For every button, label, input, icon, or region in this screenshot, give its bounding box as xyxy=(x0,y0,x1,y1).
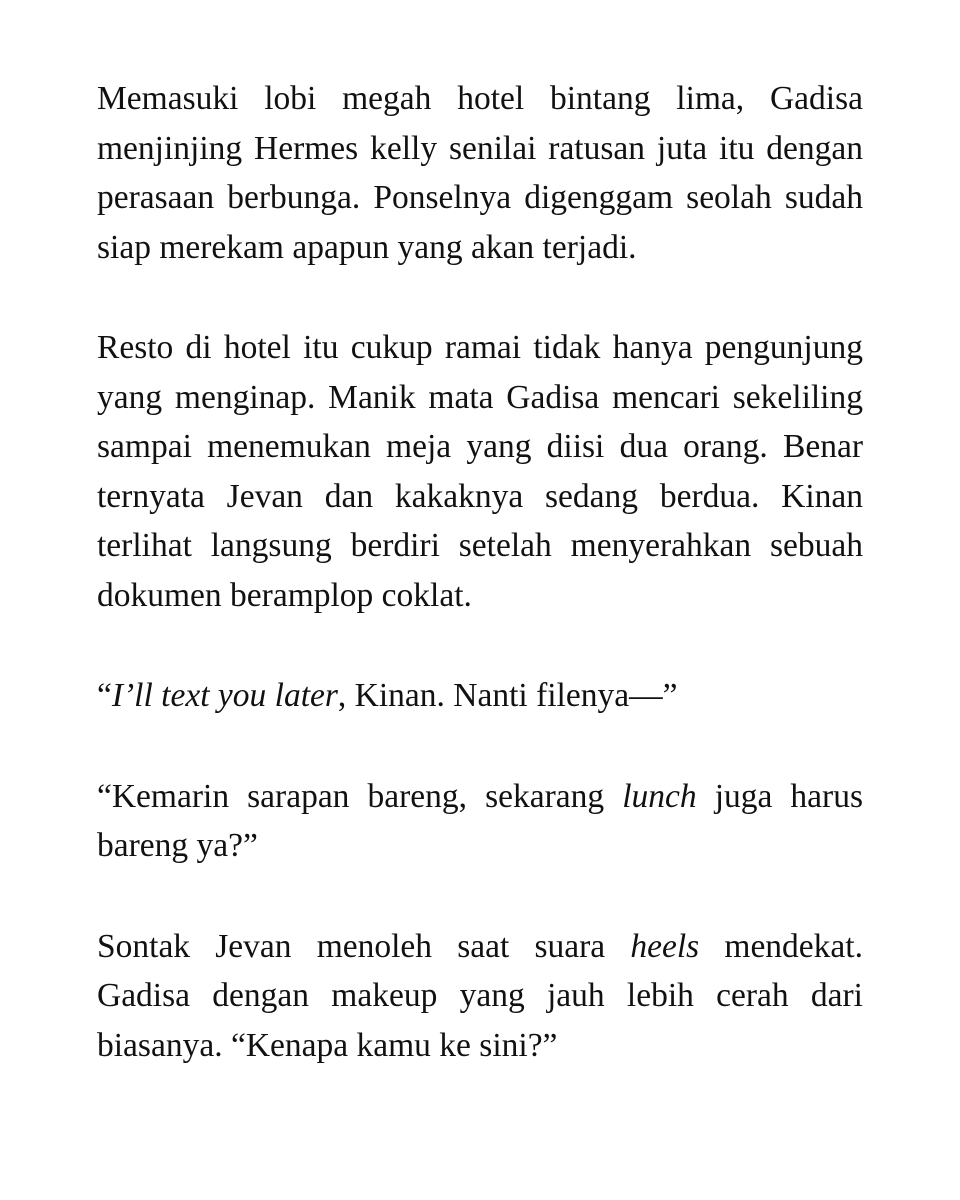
paragraph-lobby: Memasuki lobi megah hotel bintang lima, Gadisa menjinjing Hermes kelly senilai ratusan juta itu dengan perasaan berbunga. Ponselnya digenggam seolah sudah siap merekam apapun yang akan terjadi. xyxy=(97,80,863,266)
dialogue-before: “Kemarin sarapan bareng, sekarang xyxy=(97,777,623,815)
italic-phrase: I’ll text you later xyxy=(111,677,338,714)
dialogue-after: juga harus bareng ya?” xyxy=(97,777,863,864)
italic-word: heels xyxy=(630,927,700,965)
paragraph-dialogue-kinan xyxy=(97,671,863,721)
narration-after: mendekat. Gadisa dengan makeup yang jauh lebih cerah dari biasanya. “Kenapa kamu ke sini?” xyxy=(97,927,863,1064)
paragraph-jevan-reaction xyxy=(97,922,863,1071)
narration-before: Sontak Jevan menoleh saat suara xyxy=(97,927,631,965)
story-page xyxy=(97,74,863,1070)
paragraph-restaurant: Resto di hotel itu cukup ramai tidak hanya pengunjung yang menginap. Manik mata Gadisa mencari sekeliling sampai menemukan meja yang diisi dua orang. Benar ternyata Jevan dan kakaknya sedang berdua. Kinan terlihat langsung berdiri setelah menyerahkan sebuah dokumen beramplop coklat. xyxy=(97,329,863,614)
open-quote: “ xyxy=(97,677,112,714)
dialogue-rest: , Kinan. Nanti filenya—” xyxy=(337,677,678,714)
paragraph-dialogue-gadisa xyxy=(97,772,863,871)
italic-word: lunch xyxy=(622,777,697,815)
